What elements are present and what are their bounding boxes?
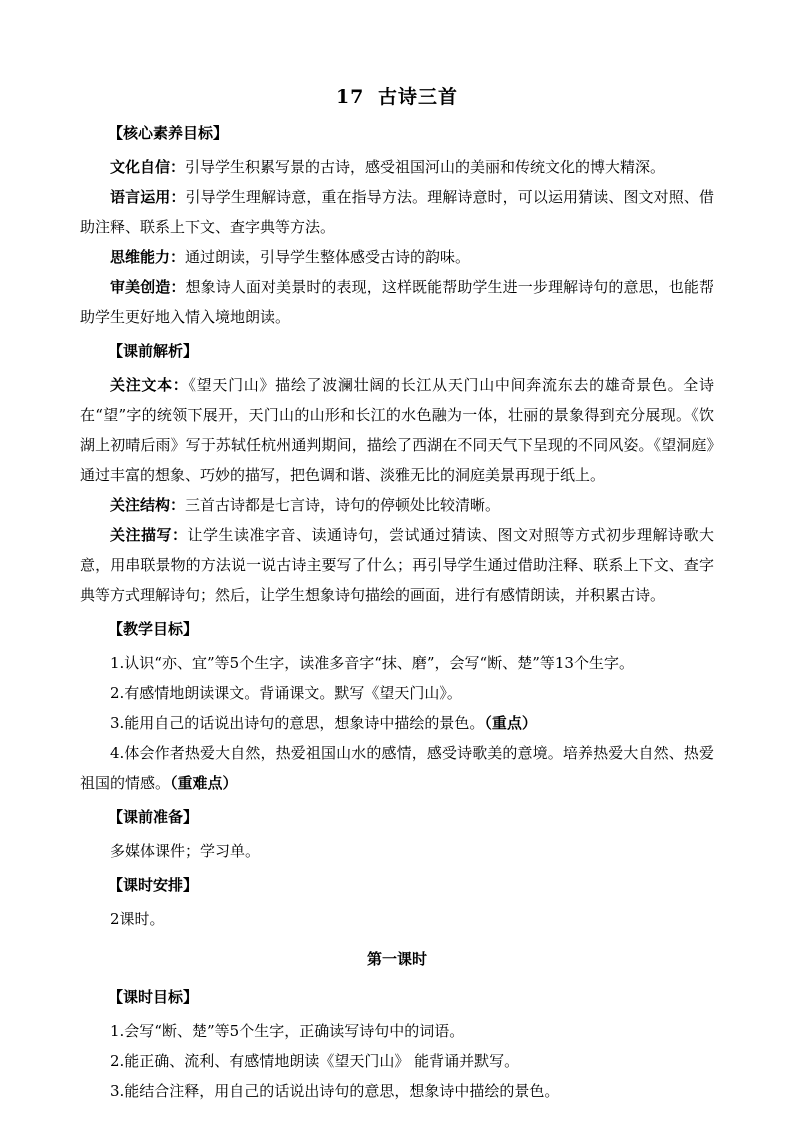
section-heading-analysis: 【课前解析】 xyxy=(108,342,199,360)
section-heading-lesson-goals: 【课时目标】 xyxy=(108,988,199,1006)
analysis-item-description: 关注描写：让学生读准字音、读通诗句，尝试通过猜读、图文对照等方式初步理解诗歌大意，用串联景物的方法说一说古诗主要写了什么；再引导学生通过借助注释、联系上下文、查字典等方式理解诗句；然后，让学生想象诗句描绘的画面，进行有感情朗读，并积累古诗。 xyxy=(80,526,714,604)
goal-item-2: 2.有感情地朗读课文。背诵课文。默写《望天门山》。 xyxy=(110,684,462,702)
lesson-number: 17 xyxy=(335,86,365,108)
lesson-goal-item-1: 1.会写“断、楚”等5个生字，正确读写诗句中的词语。 xyxy=(110,1022,465,1040)
goal-item-3: 3.能用自己的话说出诗句的意思，想象诗中描绘的景色。（重点） xyxy=(110,714,537,732)
schedule-text: 2课时。 xyxy=(110,910,165,928)
core-item-language: 语言运用：引导学生理解诗意，重在指导方法。理解诗意时，可以运用猜读、图文对照、借助注释、联系上下文、查字典等方法。 xyxy=(80,188,714,236)
core-item-aesthetic: 审美创造：想象诗人面对美景时的表现，这样既能帮助学生进一步理解诗句的意思，也能帮助学生更好地入情入境地朗读。 xyxy=(80,278,714,326)
section-heading-prep: 【课前准备】 xyxy=(108,808,199,826)
analysis-item-text: 关注文本：《望天门山》描绘了波澜壮阔的长江从天门山中间奔流东去的雄奇景色。全诗在“望”字的统领下展开，天门山的山形和长江的水色融为一体，壮丽的景象得到充分展现。《饮湖上初晴后雨》写于苏轼任杭州通判期间，描绘了西湖在不同天气下呈现的不同风姿。《望洞庭》通过丰富的想象、巧妙的描写，把色调和谐、淡雅无比的洞庭美景再现于纸上。 xyxy=(80,376,714,484)
lesson-title: 古诗三首 xyxy=(378,86,459,108)
core-item-culture: 文化自信：引导学生积累写景的古诗，感受祖国河山的美丽和传统文化的博大精深。 xyxy=(110,158,666,176)
section-heading-goals: 【教学目标】 xyxy=(108,620,199,638)
section-heading-core: 【核心素养目标】 xyxy=(108,124,229,142)
analysis-item-structure: 关注结构：三首古诗都是七言诗，诗句的停顿处比较清晰。 xyxy=(110,496,501,514)
lesson-goal-item-2: 2.能正确、流利、有感情地朗读《望天门山》 能背诵并默写。 xyxy=(110,1052,520,1070)
goal-item-4: 4.体会作者热爱大自然，热爱祖国山水的感情，感受诗歌美的意境。培养热爱大自然、热爱祖国的情感。（重难点） xyxy=(80,744,714,792)
goal-item-1: 1.认识“亦、宜”等5个生字，读准多音字“抹、磨”，会写“断、楚”等13个生字。 xyxy=(110,654,634,672)
section-heading-schedule: 【课时安排】 xyxy=(108,876,199,894)
lesson-one-title: 第一课时 xyxy=(366,950,427,968)
lesson-goal-item-3: 3.能结合注释，用自己的话说出诗句的意思，想象诗中描绘的景色。 xyxy=(110,1082,560,1100)
core-item-thinking: 思维能力：通过朗读，引导学生整体感受古诗的韵味。 xyxy=(110,248,471,266)
page-title xyxy=(80,82,714,109)
prep-text: 多媒体课件；学习单。 xyxy=(110,842,261,860)
